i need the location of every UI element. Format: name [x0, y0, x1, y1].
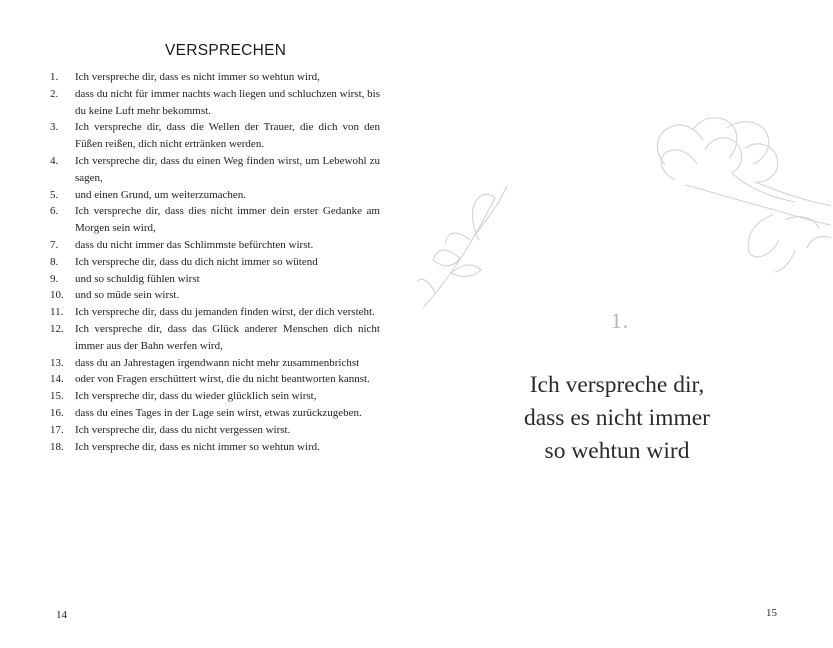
item-text: Ich verspreche dir, dass du dich nicht immer so wütend: [75, 255, 318, 268]
item-number: 1.: [50, 71, 59, 83]
item-text: Ich verspreche dir, dass du jemanden finden wirst, der dich versteht.: [75, 306, 375, 319]
quote-line: Ich verspreche dir,: [529, 372, 705, 398]
list-item: [50, 304, 380, 321]
item-text: und einen Grund, um weiterzumachen.: [75, 188, 247, 201]
list-item: [50, 69, 380, 86]
list-item: [50, 254, 380, 271]
item-number: 15.: [50, 390, 64, 403]
item-number: 8.: [50, 255, 59, 268]
list-item: [50, 153, 380, 187]
tulip-bouquet-icon: [645, 110, 833, 275]
item-number: 2.: [50, 87, 59, 100]
quote-line: so wehtun wird: [544, 438, 690, 464]
page-number-left: 14: [56, 609, 67, 621]
promise-list: [50, 69, 380, 455]
item-number: 4.: [50, 154, 59, 167]
page-number-right: 15: [766, 607, 777, 619]
list-item: [50, 371, 380, 388]
item-number: 6.: [50, 205, 59, 218]
list-item: [50, 237, 380, 254]
item-number: 11.: [50, 306, 64, 319]
leaf-branch-icon: [415, 178, 515, 313]
item-text: oder von Fragen erschüttert wirst, die du nicht beantworten kannst.: [75, 373, 370, 386]
item-number: 18.: [50, 440, 64, 453]
item-text: Ich verspreche dir, dass du wieder glücklich sein wirst,: [75, 390, 317, 403]
item-number: 10.: [50, 289, 64, 302]
item-text: dass du nicht für immer nachts wach liegen und schluchzen wirst, bis du keine Luft mehr bekommst.: [75, 87, 380, 117]
item-text: und so schuldig fühlen wirst: [75, 272, 200, 285]
list-item: [50, 119, 380, 153]
list-item: [50, 439, 380, 456]
list-item: [50, 271, 380, 288]
item-number: 3.: [50, 121, 59, 134]
item-number: 7.: [50, 238, 59, 251]
item-number: 9.: [50, 272, 59, 285]
item-text: und so müde sein wirst.: [75, 289, 180, 302]
list-item: [50, 203, 380, 237]
item-text: dass du nicht immer das Schlimmste befürchten wirst.: [75, 238, 314, 251]
chapter-quote: [467, 369, 767, 468]
item-text: Ich verspreche dir, dass dies nicht immer dein erster Gedanke am Morgen sein wird,: [75, 205, 380, 235]
list-item: [50, 86, 380, 120]
item-text: Ich verspreche dir, dass es nicht immer so wehtun wird.: [75, 440, 320, 453]
quote-line: dass es nicht immer: [523, 405, 710, 431]
item-number: 17.: [50, 423, 64, 436]
item-number: 5.: [50, 188, 59, 201]
item-text: Ich verspreche dir, dass es nicht immer so wehtun wird,: [75, 71, 320, 83]
list-item: [50, 187, 380, 204]
item-number: 12.: [50, 322, 64, 335]
chapter-number: 1.: [610, 308, 630, 333]
item-text: Ich verspreche dir, dass du einen Weg finden wirst, um Lebewohl zu sagen,: [75, 154, 380, 184]
page-heading: VERSPRECHEN: [165, 42, 287, 59]
item-number: 16.: [50, 406, 64, 419]
item-text: dass du eines Tages in der Lage sein wirst, etwas zurückzugeben.: [75, 406, 362, 419]
item-number: 13.: [50, 356, 64, 369]
list-item: [50, 355, 380, 372]
item-text: Ich verspreche dir, dass du nicht vergessen wirst.: [75, 423, 291, 436]
list-item: [50, 321, 380, 355]
item-text: Ich verspreche dir, dass die Wellen der Trauer, die dich von den Füßen reißen, dich nicht ertränken werden.: [75, 121, 380, 151]
list-item: [50, 405, 380, 422]
item-number: 14.: [50, 373, 64, 386]
list-item: [50, 388, 380, 405]
list-item: [50, 287, 380, 304]
list-item: [50, 422, 380, 439]
item-text: dass du an Jahrestagen irgendwann nicht mehr zusammenbrichst: [75, 356, 360, 369]
item-text: Ich verspreche dir, dass das Glück anderer Menschen dich nicht immer aus der Bahn werfen wird,: [75, 322, 380, 352]
